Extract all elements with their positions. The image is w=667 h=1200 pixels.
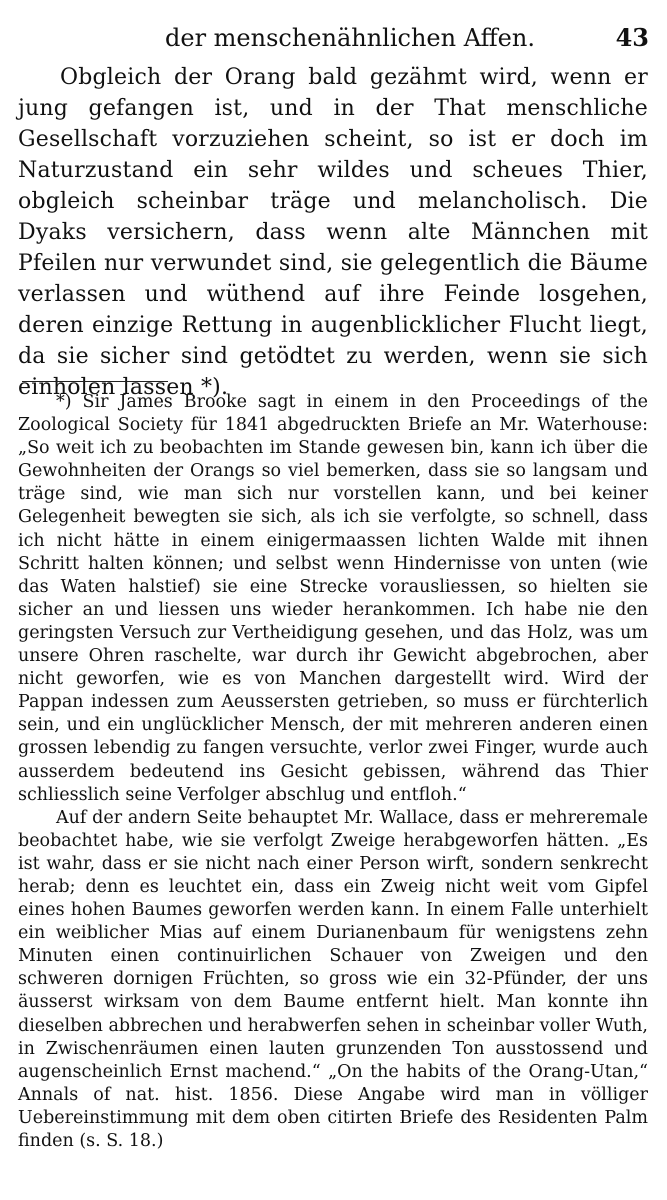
page-number: 43 — [615, 23, 649, 52]
body-paragraph: Obgleich der Orang bald gezähmt wird, wenn er jung gefangen ist, und in der That menschliche Gesellschaft vorzuziehen scheint, so ist er doch im Naturzustand ein sehr wildes und scheues Thier, obgleich scheinbar träge und melancholisch. Die Dyaks versichern, dass wenn alte Männchen mit Pfeilen nur verwundet sind, sie gelegentlich die Bäume verlassen und wüthend auf ihre Feinde losgehen, deren einzige Rettung in augenblicklicher Flucht liegt, da sie sicher sind getödtet zu werden, wenn sie sich einholen lassen *). — [18, 65, 648, 400]
footnote-block — [18, 391, 648, 1153]
footnote-separator — [22, 381, 168, 382]
page-header — [0, 22, 667, 56]
footnote-paragraph: Auf der andern Seite behauptet Mr. Wallace, dass er mehreremale beobachtet habe, wie sie verfolgt Zweige herabgeworfen hätten. „Es ist wahr, dass er sie nicht nach einer Person wirft, sondern senkrecht herab; denn es leuchtet ein, dass ein Zweig nicht weit vom Gipfel eines hohen Baumes geworfen werden kann. In einem Falle unterhielt ein weiblicher Mias auf einem Durianenbaum für wenigstens zehn Minuten einen continuirlichen Schauer von Zweigen und den schweren dornigen Früchten, so gross wie ein 32-Pfünder, der uns äusserst wirksam von dem Baume entfernt hielt. Man konnte ihn dieselben abbrechen und herabwerfen sehen in scheinbar voller Wuth, in Zwischenräumen einen lauten grunzenden Ton ausstossend und augenscheinlich Ernst machend.“ „On the habits of the Orang-Utan,“ Annals of nat. hist. 1856. Diese Angabe wird man in völliger Uebereinstimmung mit dem oben citirten Briefe des Residenten Palm finden (s. S. 18.) — [18, 807, 648, 1151]
main-text — [18, 62, 648, 403]
running-title: der menschenähnlichen Affen. — [165, 24, 535, 52]
footnote-paragraph: *) Sir James Brooke sagt in einem in den Proceedings of the Zoological Society für 1841 abgedruckten Briefe an Mr. Waterhouse: „So weit ich zu beobachten im Stande gewesen bin, kann ich über die Gewohnheiten der Orangs so viel bemerken, dass sie so langsam und träge sind, wie man sich nur vorstellen kann, und bei keiner Gelegenheit bewegten sie sich, als ich sie verfolgte, so schnell, dass ich nicht hätte in einem einigermaassen lichten Walde mit ihnen Schritt halten können; und selbst wenn Hindernisse von unten (wie das Waten halstief) sie eine Strecke vorausliessen, so hielten sie sicher an und liessen uns wieder herankommen. Ich habe nie den geringsten Versuch zur Vertheidigung gesehen, und das Holz, was um unsere Ohren raschelte, war durch ihr Gewicht abgebrochen, aber nicht geworfen, wie es von Manchen dargestellt wird. Wird der Pappan indessen zum Aeussersten getrieben, so muss er fürchterlich sein, und ein unglücklicher Mensch, der mit mehreren anderen einen grossen lebendig zu fangen versuchte, verlor zwei Finger, wurde auch ausserdem bedeutend ins Gesicht gebissen, während das Thier schliesslich seine Verfolger abschlug und entfloh.“ — [18, 392, 648, 805]
